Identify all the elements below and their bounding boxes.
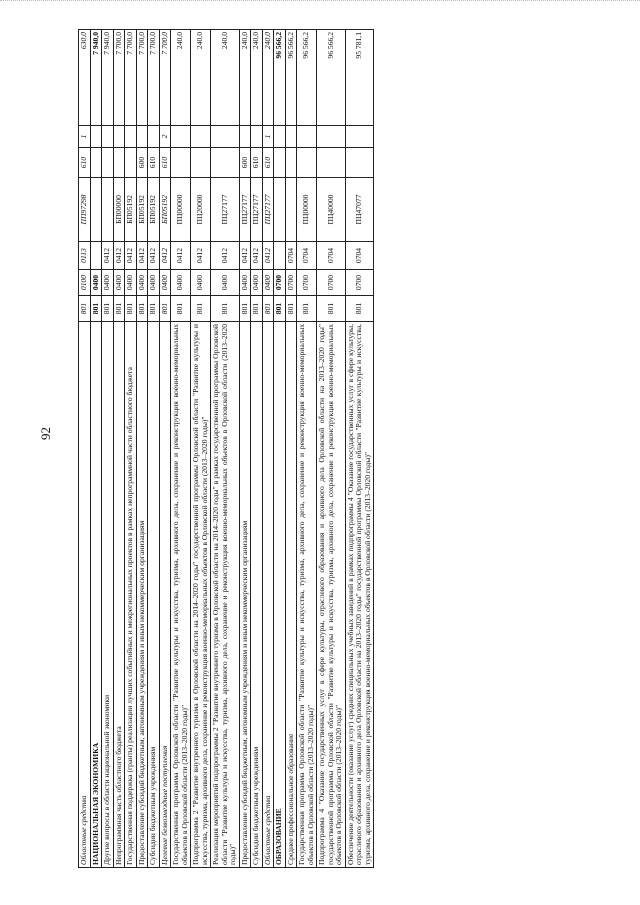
row-section-code: 0400 — [251, 270, 263, 296]
row-source-code — [317, 126, 346, 148]
row-ved-code: 801 — [211, 296, 240, 322]
row-subsection-code: 0412 — [125, 242, 137, 270]
row-expense-type-code: 600 — [239, 148, 251, 178]
row-expense-type-code — [90, 148, 102, 178]
rotated-page — [58, 0, 616, 905]
row-ved-code: 801 — [317, 296, 346, 322]
row-amount: 95 781,1 — [345, 30, 374, 126]
row-amount: 240,0 — [191, 30, 211, 126]
row-name: Государственная программа Орловской области "Развитие культуры и искусства, туризма, архивного дела, сохранение и реконструкция военно-мемориальных объектов в Орловской области (2013–2020 годы)" — [297, 322, 317, 868]
row-amount: 96 566,2 — [285, 30, 297, 126]
table-row — [239, 30, 251, 868]
row-source-code — [113, 126, 125, 148]
row-expense-type-code — [274, 148, 286, 178]
row-amount: 240,0 — [239, 30, 251, 126]
row-subsection-code: 0412 — [136, 242, 148, 270]
table-row — [148, 30, 160, 868]
row-expense-type-code — [125, 148, 137, 178]
row-name: Субсидии бюджетным учреждениям — [251, 322, 263, 868]
row-name: Подпрограмма 4 "Оказание государственных услуг в сфере культуры, отраслевого образования и архивного дела Орловской области на 2013–2020 годы" государственной программы Орловской области "Развитие культуры и искусства, туризма, архивного дела, сохранение и реконструкция военно-мемориальных объектов в Орловской области (2013–2020 годы)" — [317, 322, 346, 868]
row-section-code: 0400 — [125, 270, 137, 296]
table-row — [285, 30, 297, 868]
row-name: Субсидии бюджетным учреждениям — [148, 322, 160, 868]
row-name: Реализация мероприятий подпрограммы 2 "Развитие внутреннего туризма в Орловской области на 2014–2020 годы" в рамках государственной программы Орловской области "Развитие культуры и искусства, туризма, архивного дела, сохранение и реконструкция военно-мемориальных объектов в Орловской области (2013–2020 годы)" — [211, 322, 240, 868]
row-amount: 96 566,2 — [274, 30, 286, 126]
row-source-code — [251, 126, 263, 148]
row-section-code: 0700 — [274, 270, 286, 296]
row-subsection-code: 0412 — [102, 242, 114, 270]
row-section-code: 0400 — [262, 270, 274, 296]
row-target-article-code — [90, 178, 102, 242]
row-subsection-code — [274, 242, 286, 270]
row-target-article-code: БП05192 — [148, 178, 160, 242]
row-section-code: 0700 — [285, 270, 297, 296]
row-ved-code: 801 — [125, 296, 137, 322]
row-amount: 96 566,2 — [317, 30, 346, 126]
row-name: Предоставление субсидий бюджетным, автономным учреждениям и иным некоммерческим организациям — [239, 322, 251, 868]
row-expense-type-code — [211, 148, 240, 178]
row-amount: 7 700,0 — [159, 30, 171, 126]
row-expense-type-code — [171, 148, 191, 178]
row-target-article-code: БП05192 — [159, 178, 171, 242]
row-source-code — [90, 126, 102, 148]
budget-table-body — [79, 30, 374, 868]
row-name: НАЦИОНАЛЬНАЯ ЭКОНОМИКА — [90, 322, 102, 868]
row-ved-code: 801 — [90, 296, 102, 322]
row-name: Среднее профессиональное образование — [285, 322, 297, 868]
row-amount: 7 700,0 — [113, 30, 125, 126]
row-target-article-code: ПЦ47077 — [345, 178, 374, 242]
row-section-code: 0400 — [239, 270, 251, 296]
row-expense-type-code: 610 — [159, 148, 171, 178]
row-name: Областные средства — [262, 322, 274, 868]
row-ved-code: 801 — [251, 296, 263, 322]
row-amount: 7 700,0 — [125, 30, 137, 126]
row-expense-type-code: 610 — [148, 148, 160, 178]
row-amount: 7 940,0 — [90, 30, 102, 126]
row-subsection-code: 0412 — [171, 242, 191, 270]
row-subsection-code: 0113 — [79, 242, 91, 270]
row-target-article-code: ПЦ27177 — [239, 178, 251, 242]
row-ved-code: 801 — [262, 296, 274, 322]
row-source-code — [285, 126, 297, 148]
row-amount: 240,0 — [171, 30, 191, 126]
row-expense-type-code — [113, 148, 125, 178]
row-ved-code: 801 — [136, 296, 148, 322]
row-name: Государственная поддержка (гранты) реализации лучших событийных и межрегиональных проектов в рамках непрограммной части областного бюджета — [125, 322, 137, 868]
row-target-article-code: ПЦ40000 — [317, 178, 346, 242]
row-expense-type-code: 610 — [251, 148, 263, 178]
row-source-code — [136, 126, 148, 148]
row-name: Государственная программа Орловской области "Развитие культуры и искусства, туризма, архивного дела, сохранение и реконструкция военно-мемориальных объектов в Орловской области (2013–2020 годы)" — [171, 322, 191, 868]
row-source-code — [102, 126, 114, 148]
row-expense-type-code — [102, 148, 114, 178]
row-amount: 630,0 — [79, 30, 91, 126]
row-target-article-code — [274, 178, 286, 242]
table-row — [317, 30, 346, 868]
row-name: ОБРАЗОВАНИЕ — [274, 322, 286, 868]
table-row — [345, 30, 374, 868]
row-amount: 240,0 — [251, 30, 263, 126]
table-row — [125, 30, 137, 868]
row-subsection-code: 0412 — [262, 242, 274, 270]
budget-table — [78, 29, 374, 868]
row-section-code: 0400 — [191, 270, 211, 296]
row-subsection-code: 0412 — [159, 242, 171, 270]
row-name: Подпрограмма 2 "Развитие внутреннего туризма в Орловской области на 2014–2020 годы" государственной программы Орловской области "Развитие культуры и искусства, туризма, архивного дела, сохранение и реконструкция военно-мемориальных объектов в Орловской области (2013–2020 годы)" — [191, 322, 211, 868]
row-subsection-code: 0412 — [211, 242, 240, 270]
row-expense-type-code — [317, 148, 346, 178]
table-row — [136, 30, 148, 868]
table-row — [191, 30, 211, 868]
row-source-code: 1 — [262, 126, 274, 148]
table-row — [297, 30, 317, 868]
table-row — [171, 30, 191, 868]
page-number: 92 — [38, 427, 53, 440]
row-section-code: 0400 — [159, 270, 171, 296]
row-ved-code: 801 — [274, 296, 286, 322]
row-ved-code: 801 — [239, 296, 251, 322]
table-row — [262, 30, 274, 868]
row-target-article-code: БП00000 — [113, 178, 125, 242]
row-subsection-code: 0704 — [317, 242, 346, 270]
rotated-table-container — [78, 30, 598, 868]
row-subsection-code: 0412 — [251, 242, 263, 270]
row-ved-code: 801 — [285, 296, 297, 322]
row-section-code: 0100 — [79, 270, 91, 296]
row-target-article-code: ПЦ27177 — [262, 178, 274, 242]
row-section-code: 0400 — [211, 270, 240, 296]
row-name: Областные средства — [79, 322, 91, 868]
row-source-code — [171, 126, 191, 148]
row-amount: 96 566,2 — [297, 30, 317, 126]
row-expense-type-code: 610 — [79, 148, 91, 178]
row-section-code: 0700 — [345, 270, 374, 296]
row-source-code: 1 — [79, 126, 91, 148]
row-ved-code: 801 — [79, 296, 91, 322]
row-target-article-code: ПЦ00000 — [171, 178, 191, 242]
row-expense-type-code — [191, 148, 211, 178]
row-expense-type-code: 600 — [136, 148, 148, 178]
row-target-article-code: ПЦ00000 — [297, 178, 317, 242]
row-subsection-code: 0412 — [148, 242, 160, 270]
row-ved-code: 801 — [297, 296, 317, 322]
table-row — [159, 30, 171, 868]
row-target-article-code: ПЦ27177 — [211, 178, 240, 242]
row-target-article-code — [102, 178, 114, 242]
row-subsection-code: 0412 — [113, 242, 125, 270]
row-target-article-code — [285, 178, 297, 242]
row-target-article-code: БП05192 — [136, 178, 148, 242]
row-name: Обеспечение деятельности (оказание услуг) средних специальных учебных заведений в рамках подпрограммы 4 "Оказание государственных услуг в сфере культуры, отраслевого образования и архивного дела Орловской области на 2013–2020 годы" государственной программы Орловской области "Развитие культуры и искусства, туризма, архивного дела, сохранение и реконструкция военно-мемориальных объектов в Орловской области (2013–2020 годы)" — [345, 322, 374, 868]
row-target-article-code: ПЦ20000 — [191, 178, 211, 242]
row-ved-code: 801 — [159, 296, 171, 322]
row-source-code — [211, 126, 240, 148]
row-source-code — [274, 126, 286, 148]
row-expense-type-code — [297, 148, 317, 178]
row-target-article-code: ПП97298 — [79, 178, 91, 242]
row-amount: 7 940,0 — [102, 30, 114, 126]
row-section-code: 0700 — [297, 270, 317, 296]
row-name: Непрограммная часть областного бюджета — [113, 322, 125, 868]
row-ved-code: 801 — [113, 296, 125, 322]
row-section-code: 0400 — [136, 270, 148, 296]
row-target-article-code: БП05192 — [125, 178, 137, 242]
row-expense-type-code: 610 — [262, 148, 274, 178]
row-source-code — [148, 126, 160, 148]
row-source-code — [191, 126, 211, 148]
row-amount: 7 700,0 — [148, 30, 160, 126]
row-amount: 240,0 — [262, 30, 274, 126]
row-ved-code: 801 — [102, 296, 114, 322]
table-row — [211, 30, 240, 868]
row-name: Другие вопросы в области национальной экономики — [102, 322, 114, 868]
row-section-code: 0400 — [171, 270, 191, 296]
row-source-code — [297, 126, 317, 148]
table-row — [79, 30, 91, 868]
table-row — [251, 30, 263, 868]
row-subsection-code: 0412 — [191, 242, 211, 270]
row-expense-type-code — [345, 148, 374, 178]
row-source-code — [345, 126, 374, 148]
row-name: Предоставление субсидий бюджетным, автономным учреждениям и иным некоммерческим организациям — [136, 322, 148, 868]
row-section-code: 0400 — [90, 270, 102, 296]
row-amount: 240,0 — [211, 30, 240, 126]
row-ved-code: 801 — [345, 296, 374, 322]
row-section-code: 0400 — [102, 270, 114, 296]
row-subsection-code: 0704 — [297, 242, 317, 270]
row-ved-code: 801 — [191, 296, 211, 322]
row-section-code: 0700 — [317, 270, 346, 296]
row-subsection-code — [90, 242, 102, 270]
row-subsection-code: 0704 — [285, 242, 297, 270]
row-ved-code: 801 — [148, 296, 160, 322]
row-amount: 7 700,0 — [136, 30, 148, 126]
table-row — [90, 30, 102, 868]
row-name: Целевые безвозмездные поступления — [159, 322, 171, 868]
row-section-code: 0400 — [148, 270, 160, 296]
row-expense-type-code — [285, 148, 297, 178]
table-row — [113, 30, 125, 868]
row-source-code — [125, 126, 137, 148]
row-ved-code: 801 — [171, 296, 191, 322]
row-section-code: 0400 — [113, 270, 125, 296]
row-target-article-code: ПЦ27177 — [251, 178, 263, 242]
row-subsection-code: 0704 — [345, 242, 374, 270]
table-row — [274, 30, 286, 868]
row-source-code: 2 — [159, 126, 171, 148]
table-row — [102, 30, 114, 868]
row-source-code — [239, 126, 251, 148]
row-subsection-code: 0412 — [239, 242, 251, 270]
